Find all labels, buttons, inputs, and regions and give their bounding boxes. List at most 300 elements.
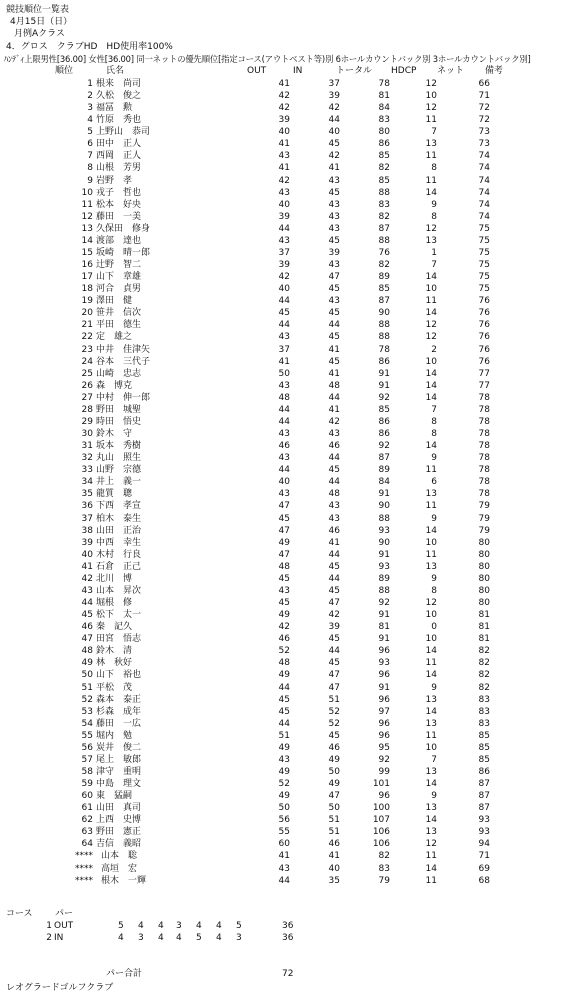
- row-rank: 26: [81, 381, 93, 391]
- row-total: 95: [378, 743, 390, 753]
- row-total: 92: [378, 393, 390, 403]
- row-rank: 59: [81, 779, 93, 789]
- row-in: 51: [328, 827, 340, 837]
- row-rank: 53: [81, 707, 93, 717]
- row-total: 96: [378, 731, 390, 741]
- row-total: 86: [378, 429, 390, 439]
- row-out: 50: [278, 803, 290, 813]
- row-name: 北川 博: [96, 574, 133, 584]
- row-rank: 11: [81, 200, 93, 210]
- row-rank: 15: [81, 248, 93, 258]
- row-total: 96: [378, 670, 390, 680]
- row-in: 45: [328, 332, 340, 342]
- row-rank: 49: [81, 658, 93, 668]
- row-name: 尾上 敏郎: [96, 755, 142, 765]
- row-hdcp: 12: [425, 320, 437, 330]
- row-rank: 40: [81, 550, 93, 560]
- column-rank: 順位: [55, 66, 74, 76]
- row-in: 41: [328, 851, 340, 861]
- row-total: 79: [378, 876, 390, 886]
- scoring-format: 4．グロス クラブHD HD使用率100%: [6, 42, 173, 52]
- row-out: 45: [278, 707, 290, 717]
- row-rank: 33: [81, 465, 93, 475]
- row-rank: 56: [81, 743, 93, 753]
- row-in: 49: [328, 755, 340, 765]
- row-name: 炭井 俊二: [96, 743, 142, 753]
- row-total: 92: [378, 755, 390, 765]
- row-hdcp: 13: [425, 139, 437, 149]
- row-total: 93: [378, 526, 390, 536]
- row-total: 88: [378, 586, 390, 596]
- row-name: 野田 憲正: [96, 827, 142, 837]
- row-hdcp: 11: [425, 550, 437, 560]
- row-net: 87: [478, 779, 490, 789]
- row-total: 96: [378, 695, 390, 705]
- row-name: 渡部 達也: [96, 236, 142, 246]
- row-out: 44: [278, 224, 290, 234]
- row-in: 48: [328, 489, 340, 499]
- row-rank: 52: [81, 695, 93, 705]
- course-name: IN: [54, 933, 64, 943]
- row-name: 津守 重明: [96, 767, 142, 777]
- row-net: 85: [478, 731, 490, 741]
- row-name: 山下 章雄: [96, 272, 142, 282]
- row-name: 笹井 信次: [96, 308, 142, 318]
- row-in: 47: [328, 683, 340, 693]
- row-hdcp: 12: [425, 79, 437, 89]
- row-rank: 62: [81, 815, 93, 825]
- row-net: 78: [478, 489, 490, 499]
- row-rank: 34: [81, 477, 93, 487]
- row-in: 45: [328, 357, 340, 367]
- row-in: 45: [328, 731, 340, 741]
- row-hdcp: 1: [431, 248, 437, 258]
- row-total: 93: [378, 658, 390, 668]
- row-in: 44: [328, 477, 340, 487]
- row-net: 82: [478, 683, 490, 693]
- row-out: 43: [278, 332, 290, 342]
- row-rank: 32: [81, 453, 93, 463]
- row-net: 74: [478, 176, 490, 186]
- row-name: 東 猛嗣: [96, 791, 133, 801]
- row-rank: 13: [81, 224, 93, 234]
- row-hdcp: 9: [431, 453, 437, 463]
- row-name: 杉森 成年: [96, 707, 142, 717]
- row-name: 鈴木 守: [96, 429, 133, 439]
- row-rank: 24: [81, 357, 93, 367]
- row-in: 47: [328, 791, 340, 801]
- row-name: 松下 太一: [96, 610, 142, 620]
- row-rank: 7: [87, 151, 93, 161]
- row-rank: 10: [81, 188, 93, 198]
- row-hdcp: 11: [425, 731, 437, 741]
- row-in: 45: [328, 586, 340, 596]
- row-hdcp: 13: [425, 562, 437, 572]
- row-out: 43: [278, 188, 290, 198]
- row-in: 44: [328, 550, 340, 560]
- row-hdcp: 14: [425, 670, 437, 680]
- row-rank: 63: [81, 827, 93, 837]
- row-rank: 57: [81, 755, 93, 765]
- row-total: 90: [378, 308, 390, 318]
- row-net: 75: [478, 272, 490, 282]
- row-net: 80: [478, 574, 490, 584]
- row-name: 田宮 悟志: [96, 634, 142, 644]
- row-name: 戎子 哲也: [96, 188, 142, 198]
- row-net: 76: [478, 357, 490, 367]
- row-name: 中井 佳津矢: [96, 345, 151, 355]
- row-out: 47: [278, 526, 290, 536]
- row-net: 83: [478, 707, 490, 717]
- row-total: 86: [378, 139, 390, 149]
- row-in: 46: [328, 839, 340, 849]
- row-net: 75: [478, 224, 490, 234]
- row-name: 野田 城聖: [96, 405, 142, 415]
- row-out: 37: [278, 248, 290, 258]
- row-name: 松本 好央: [96, 200, 142, 210]
- row-total: 80: [378, 127, 390, 137]
- row-rank: 42: [81, 574, 93, 584]
- row-net: 93: [478, 815, 490, 825]
- row-net: 78: [478, 453, 490, 463]
- course-name: OUT: [54, 921, 74, 931]
- row-in: 43: [328, 200, 340, 210]
- row-net: 74: [478, 163, 490, 173]
- row-hdcp: 11: [425, 658, 437, 668]
- hole-par: 3: [236, 933, 242, 943]
- row-net: 86: [478, 767, 490, 777]
- row-out: 44: [278, 465, 290, 475]
- row-net: 72: [478, 115, 490, 125]
- row-rank: 45: [81, 610, 93, 620]
- row-hdcp: 14: [425, 707, 437, 717]
- course-number: 2: [46, 933, 52, 943]
- row-total: 92: [378, 441, 390, 451]
- row-rank: 41: [81, 562, 93, 572]
- row-total: 91: [378, 634, 390, 644]
- row-name: 山根 芳男: [96, 163, 142, 173]
- row-in: 45: [328, 284, 340, 294]
- row-net: 78: [478, 477, 490, 487]
- row-net: 80: [478, 550, 490, 560]
- row-in: 45: [328, 562, 340, 572]
- row-net: 69: [478, 864, 490, 874]
- row-net: 80: [478, 538, 490, 548]
- row-in: 45: [328, 236, 340, 246]
- row-in: 44: [328, 393, 340, 403]
- row-hdcp: 7: [431, 260, 437, 270]
- hole-par: 5: [118, 921, 124, 931]
- row-hdcp: 14: [425, 188, 437, 198]
- row-total: 85: [378, 405, 390, 415]
- row-out: 49: [278, 670, 290, 680]
- row-in: 50: [328, 767, 340, 777]
- row-net: 78: [478, 465, 490, 475]
- row-out: 44: [278, 405, 290, 415]
- row-name: 中西 幸生: [96, 538, 142, 548]
- row-in: 41: [328, 405, 340, 415]
- row-rank: 44: [81, 598, 93, 608]
- row-out: 49: [278, 791, 290, 801]
- row-hdcp: 8: [431, 163, 437, 173]
- row-rank: 25: [81, 369, 93, 379]
- row-name: 平田 德生: [96, 320, 142, 330]
- row-name: 定 雄之: [96, 332, 133, 342]
- course-label: コース: [6, 909, 33, 919]
- row-total: 91: [378, 683, 390, 693]
- row-hdcp: 8: [431, 212, 437, 222]
- row-in: 42: [328, 151, 340, 161]
- row-net: 85: [478, 743, 490, 753]
- row-total: 97: [378, 707, 390, 717]
- row-rank: 50: [81, 670, 93, 680]
- row-out: 42: [278, 91, 290, 101]
- row-total: 85: [378, 284, 390, 294]
- row-hdcp: 14: [425, 369, 437, 379]
- row-net: 76: [478, 345, 490, 355]
- row-name: 谷本 三代子: [96, 357, 151, 367]
- row-rank: ****: [75, 864, 93, 874]
- row-total: 88: [378, 514, 390, 524]
- row-name: 山本 昇次: [96, 586, 142, 596]
- row-rank: 19: [81, 296, 93, 306]
- row-total: 83: [378, 200, 390, 210]
- par-total-label: パー合計: [106, 969, 143, 979]
- row-net: 93: [478, 827, 490, 837]
- row-total: 91: [378, 550, 390, 560]
- row-hdcp: 12: [425, 332, 437, 342]
- column-hdcp: HDCP: [391, 66, 417, 76]
- row-in: 46: [328, 526, 340, 536]
- row-name: 丸山 照生: [96, 453, 142, 463]
- row-rank: 58: [81, 767, 93, 777]
- row-total: 93: [378, 562, 390, 572]
- row-name: 堀根 修: [96, 598, 133, 608]
- row-in: 48: [328, 381, 340, 391]
- row-out: 50: [278, 369, 290, 379]
- row-total: 81: [378, 622, 390, 632]
- row-rank: 47: [81, 634, 93, 644]
- row-in: 44: [328, 320, 340, 330]
- row-out: 43: [278, 453, 290, 463]
- row-out: 52: [278, 779, 290, 789]
- row-out: 46: [278, 441, 290, 451]
- row-in: 52: [328, 719, 340, 729]
- row-total: 88: [378, 236, 390, 246]
- row-total: 100: [372, 803, 390, 813]
- row-rank: 39: [81, 538, 93, 548]
- row-rank: 16: [81, 260, 93, 270]
- row-out: 39: [278, 115, 290, 125]
- row-net: 83: [478, 695, 490, 705]
- row-total: 107: [372, 815, 390, 825]
- column-in: IN: [293, 66, 303, 76]
- row-hdcp: 11: [425, 501, 437, 511]
- row-hdcp: 11: [425, 876, 437, 886]
- row-net: 94: [478, 839, 490, 849]
- row-name: 石倉 正己: [96, 562, 142, 572]
- row-in: 41: [328, 369, 340, 379]
- row-in: 43: [328, 501, 340, 511]
- row-rank: 46: [81, 622, 93, 632]
- hole-par: 4: [158, 921, 164, 931]
- row-hdcp: 10: [425, 91, 437, 101]
- row-hdcp: 2: [431, 345, 437, 355]
- row-out: 41: [278, 163, 290, 173]
- row-in: 43: [328, 212, 340, 222]
- row-hdcp: 13: [425, 695, 437, 705]
- row-out: 48: [278, 562, 290, 572]
- row-name: 根来 尚司: [96, 79, 142, 89]
- row-name: 根木 一輝: [101, 876, 147, 886]
- row-out: 43: [278, 586, 290, 596]
- row-net: 75: [478, 248, 490, 258]
- row-hdcp: 11: [425, 851, 437, 861]
- row-in: 50: [328, 803, 340, 813]
- row-name: 久保田 修身: [96, 224, 151, 234]
- row-in: 39: [328, 622, 340, 632]
- row-in: 43: [328, 224, 340, 234]
- row-hdcp: 14: [425, 308, 437, 318]
- row-in: 45: [328, 465, 340, 475]
- row-net: 73: [478, 139, 490, 149]
- row-in: 49: [328, 779, 340, 789]
- row-out: 37: [278, 345, 290, 355]
- row-out: 45: [278, 514, 290, 524]
- row-in: 40: [328, 864, 340, 874]
- row-in: 45: [328, 658, 340, 668]
- row-net: 77: [478, 381, 490, 391]
- row-rank: 51: [81, 683, 93, 693]
- row-hdcp: 14: [425, 779, 437, 789]
- row-name: 高垣 宏: [101, 864, 138, 874]
- row-name: 林 秋好: [96, 658, 133, 668]
- row-out: 44: [278, 719, 290, 729]
- document-title: 競技順位一覧表: [6, 5, 70, 15]
- row-rank: 37: [81, 514, 93, 524]
- column-remarks: 備考: [485, 66, 504, 76]
- row-out: 55: [278, 827, 290, 837]
- row-rank: 64: [81, 839, 93, 849]
- row-out: 45: [278, 308, 290, 318]
- row-name: 藤田 一広: [96, 719, 142, 729]
- row-in: 35: [328, 876, 340, 886]
- hole-par: 4: [158, 933, 164, 943]
- row-hdcp: 13: [425, 767, 437, 777]
- row-in: 42: [328, 417, 340, 427]
- row-total: 90: [378, 538, 390, 548]
- row-total: 91: [378, 489, 390, 499]
- row-out: 60: [278, 839, 290, 849]
- row-hdcp: 13: [425, 719, 437, 729]
- row-total: 99: [378, 767, 390, 777]
- row-total: 82: [378, 260, 390, 270]
- row-in: 41: [328, 538, 340, 548]
- row-total: 78: [378, 79, 390, 89]
- row-net: 81: [478, 622, 490, 632]
- row-total: 91: [378, 369, 390, 379]
- row-net: 74: [478, 151, 490, 161]
- row-in: 51: [328, 815, 340, 825]
- row-total: 106: [372, 827, 390, 837]
- row-total: 85: [378, 151, 390, 161]
- row-in: 47: [328, 670, 340, 680]
- row-out: 44: [278, 417, 290, 427]
- row-out: 52: [278, 646, 290, 656]
- row-name: 山本 聡: [101, 851, 138, 861]
- course-par-total: 36: [282, 921, 294, 931]
- row-name: 坂崎 晴一郎: [96, 248, 151, 258]
- row-hdcp: 9: [431, 200, 437, 210]
- row-rank: 48: [81, 646, 93, 656]
- row-rank: 31: [81, 441, 93, 451]
- row-total: 84: [378, 477, 390, 487]
- row-net: 74: [478, 200, 490, 210]
- row-hdcp: 7: [431, 127, 437, 137]
- row-out: 51: [278, 731, 290, 741]
- row-rank: 36: [81, 501, 93, 511]
- row-total: 88: [378, 332, 390, 342]
- row-rank: 3: [87, 103, 93, 113]
- row-hdcp: 8: [431, 417, 437, 427]
- row-out: 40: [278, 200, 290, 210]
- row-in: 44: [328, 115, 340, 125]
- row-net: 82: [478, 670, 490, 680]
- row-total: 86: [378, 357, 390, 367]
- row-hdcp: 10: [425, 743, 437, 753]
- row-hdcp: 10: [425, 357, 437, 367]
- row-out: 40: [278, 127, 290, 137]
- row-name: 山田 正治: [96, 526, 142, 536]
- row-net: 77: [478, 369, 490, 379]
- row-net: 82: [478, 658, 490, 668]
- row-out: 44: [278, 320, 290, 330]
- row-name: 竹原 秀也: [96, 115, 142, 125]
- row-name: 上野山 恭司: [96, 127, 151, 137]
- row-rank: 23: [81, 345, 93, 355]
- row-net: 83: [478, 719, 490, 729]
- row-hdcp: 10: [425, 284, 437, 294]
- par-label: パー: [55, 909, 74, 919]
- row-total: 91: [378, 381, 390, 391]
- row-rank: 61: [81, 803, 93, 813]
- row-total: 96: [378, 791, 390, 801]
- row-hdcp: 10: [425, 610, 437, 620]
- row-name: 山田 真司: [96, 803, 142, 813]
- row-hdcp: 14: [425, 272, 437, 282]
- row-hdcp: 14: [425, 381, 437, 391]
- row-total: 87: [378, 224, 390, 234]
- hole-par: 4: [118, 933, 124, 943]
- club-name: レオグラードゴルフクラブ: [6, 983, 114, 993]
- row-name: 吉信 義昭: [96, 839, 142, 849]
- row-out: 45: [278, 598, 290, 608]
- hole-par: 4: [176, 933, 182, 943]
- row-net: 79: [478, 501, 490, 511]
- row-in: 51: [328, 695, 340, 705]
- row-net: 74: [478, 212, 490, 222]
- row-rank: 21: [81, 320, 93, 330]
- hole-par: 5: [196, 933, 202, 943]
- row-rank: 38: [81, 526, 93, 536]
- row-rank: 20: [81, 308, 93, 318]
- row-total: 83: [378, 864, 390, 874]
- row-net: 79: [478, 514, 490, 524]
- row-name: 井上 義一: [96, 477, 142, 487]
- row-total: 82: [378, 851, 390, 861]
- row-hdcp: 14: [425, 815, 437, 825]
- row-out: 49: [278, 538, 290, 548]
